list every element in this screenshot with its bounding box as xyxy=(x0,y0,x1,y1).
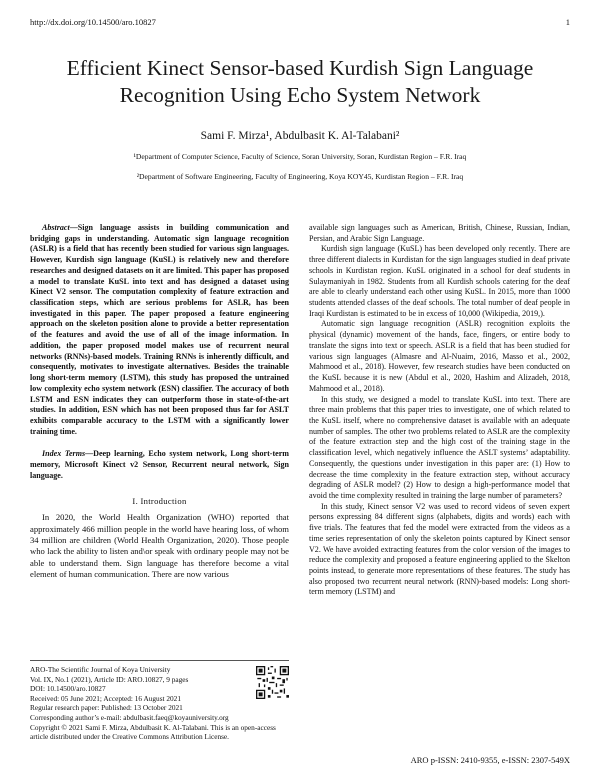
footer-divider xyxy=(30,660,289,661)
footer-copyright: Copyright © 2021 Sami F. Mirza, Abdulbasit K. Al-Talabani. This is an open-access article distributed under the Creative Commons Attribution License. xyxy=(30,722,276,742)
intro-paragraph: In this study, we designed a model to translate KuSL into text. There are three main problems that this paper tries to investigate, one of which related to the KuSL itself, where no comprehensive dataset is available with an adequate number of samples. The other two problems related to ASLR are the complexity of the feature extraction step and the high cost of the training stage in the classification level, which negatively influence the ASLT systems’ adaptability. Consequently, the questions under investigation in this paper are: (1) How to decrease the time complexity in the feature extraction step, without accuracy degrading of ASLR model? (2) How to design a high-performance model that avoid the time complexity resulted in training the large number of parameters? xyxy=(309,394,570,500)
left-column xyxy=(30,223,289,581)
index-terms xyxy=(30,449,289,481)
page-number: 1 xyxy=(565,17,570,27)
authors: Sami F. Mirza¹, Abdulbasit K. Al-Talabani² xyxy=(200,130,400,142)
index-terms-lead: Index Terms xyxy=(42,449,86,459)
intro-paragraph: Kurdish sign language (KuSL) has been developed only recently. There are three different dialects in Kurdistan for the sign languages studied in deaf private schools in Kurdistan region. KuSL originated in a school for deaf students in Sulaymaniyah in 1982. Students from all Kurdish schools catering for the deaf are able to clearly understand each other using KuSL. In 2015, more than 1000 students attended classes of the deaf schools. The total number of deaf people in Iraqi Kurdistan is estimated to be in excess of 10,000 (Wikipedia, 2019,). xyxy=(309,244,570,318)
index-terms-text: —Deep learning, Echo system network, Long short-term memory, Microsoft Kinect v2 Sensor, Recurrent neural network, Sign language. xyxy=(30,449,289,480)
footer-doi[interactable]: DOI: 10.14500/aro.10827 xyxy=(30,684,106,694)
intro-paragraph: In this study, Kinect sensor V2 was used to record videos of seven expert persons expressing 84 different signs (alphabets, digits and words) each with five trials. The features that fed the model were extracted from the videos as a time series representation of only the skeleton points captured by Kinect sensor V2. We have avoided extracting features from the color version of the images to reduce the complexity and proposed a feature engineering applied to the Skelton points instead, to generate more representations of these features. The study has also proposed two recurrent neural network (RNN)-based models: Long short-term memory (LSTM) and xyxy=(309,501,570,597)
affiliation-2: ²Department of Software Engineering, Faculty of Engineering, Koya KOY45, Kurdistan Region – F.R. Iraq xyxy=(136,172,464,181)
doi-url[interactable]: http://dx.doi.org/10.14500/aro.10827 xyxy=(30,17,156,27)
section-heading-introduction: I. Introduction xyxy=(132,495,187,506)
article-footer xyxy=(30,665,276,742)
paper-title: Efficient Kinect Sensor-based Kurdish Sign Language Recognition Using Echo System Network xyxy=(66,56,534,107)
footer-dates: Received: 05 June 2021; Accepted: 16 August 2021 xyxy=(30,693,181,703)
abstract xyxy=(30,223,289,437)
footer-volume: Vol. IX, No.1 (2021), Article ID: ARO.10827, 9 pages xyxy=(30,674,189,684)
abstract-lead: Abstract— xyxy=(42,223,78,232)
footer-email[interactable]: Corresponding author’s e-mail: abdulbasit.faeq@koyauniversity.org xyxy=(30,712,229,722)
intro-paragraph: Automatic sign language recognition (ASLR) recognition exploits the physical (dynamic) movement of the hands, face, fingers, or entire body to translate the signs into text or speech. ASLR is a field that has been studied for various sign languages (Almasre and Al-Nuaim, 2016, Masso et al., 2002, Mahmood et al., 2018). However, few research studies have been conducted on the KuSL because it is new (Abdul et al., 2020, Hashim and Alizadeh, 2018, Mahmood et al., 2018). xyxy=(309,319,570,393)
abstract-text: Sign language assists in building communication and bridging gaps in understanding. Automatic sign language recognition (ASLR) is a field that has recently been studied for various sign languages. However, Kurdish sign language (KuSL) is relatively new and therefore researches and designed datasets on it are limited. This paper has proposed a model to translate KuSL into text and has designed a dataset using Kinect V2 sensor. The computation complexity of feature extraction and classification steps, which are serious problems for ASLR, has been investigated in this paper. The paper proposed a feature engineering approach on the skeleton position alone to provide a better representation of the features and avoid the use of all of the image information. In addition, the paper proposed model makes use of recurrent neural networks (RNNs)-based models. Training RNNs is inherently difficult, and consequently, motivates to investigate alternatives. Besides the trainable long short-term memory (LSTM), this study has proposed the untrained low complexity echo system network (ESN) classifier. The accuracy of both LSTM and ESN indicates they can outperform those in state-of-the-art studies. In addition, ESN which has not been proposed thus far for ASLT exhibits comparable accuracy to the LSTM with a significantly lower training time. xyxy=(30,223,289,436)
footer-published: Regular research paper: Published: 13 October 2021 xyxy=(30,703,183,713)
intro-paragraph: available sign languages such as American, British, Chinese, Russian, Indian, Persian, and Arabic Sign Language. xyxy=(309,223,570,243)
qr-code-icon[interactable] xyxy=(256,666,289,699)
intro-paragraph-left: In 2020, the World Health Organization (WHO) reported that approximately 466 million people in the world have hearing loss, of whom 34 million are children (World Health Organization, 2020). Those people who lack the ability to listen and\or speak with ordinary people may not be able to understand them. Sign language has therefore become a vital element of human communication. There are now various xyxy=(30,512,289,580)
issn: ARO p-ISSN: 2410-9355, e-ISSN: 2307-549X xyxy=(410,755,570,765)
right-column xyxy=(309,223,570,598)
affiliation-1: ¹Department of Computer Science, Faculty of Science, Soran University, Soran, Kurdistan Region – F.R. Iraq xyxy=(133,152,467,161)
footer-journal: ARO-The Scientific Journal of Koya University xyxy=(30,665,171,674)
